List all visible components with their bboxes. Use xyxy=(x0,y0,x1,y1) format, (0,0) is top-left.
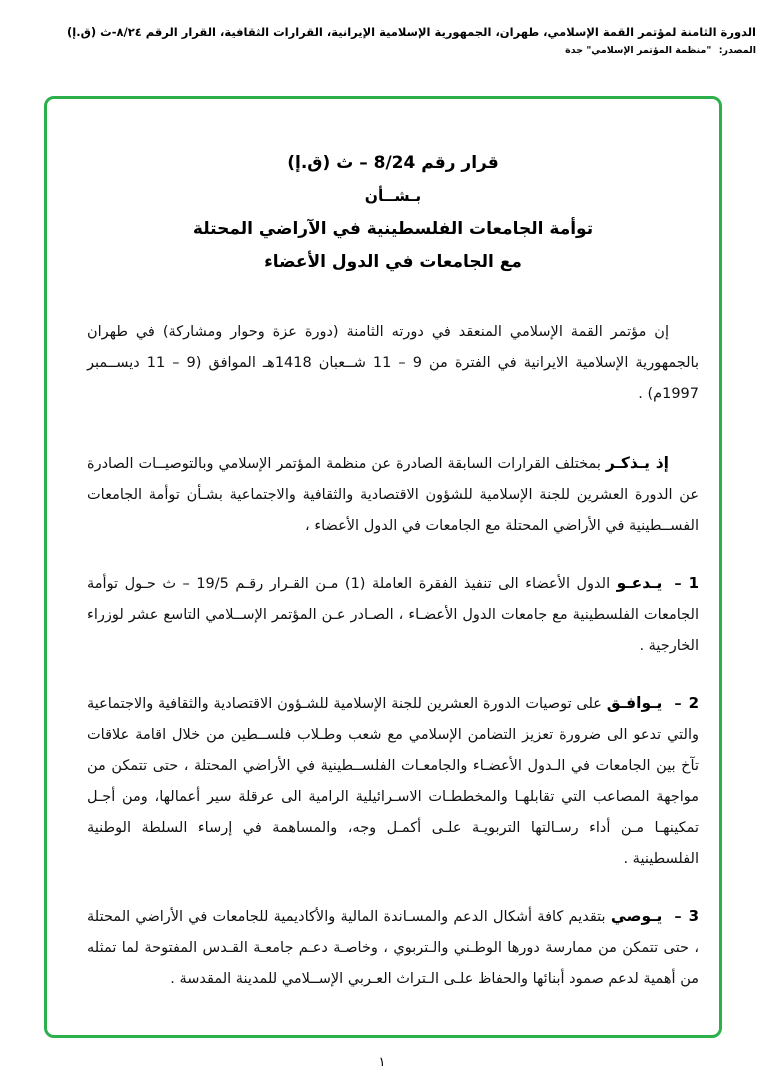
subject-word: بـشــأن xyxy=(364,187,422,205)
item-dash: – xyxy=(674,696,682,712)
resolution-frame xyxy=(44,96,722,1038)
intro-paragraph xyxy=(87,317,699,410)
item-number: 1 xyxy=(688,574,700,592)
item-number: 2 xyxy=(688,694,699,712)
page-number: ١ xyxy=(378,1055,386,1070)
document-header xyxy=(0,0,764,56)
operative-item-2 xyxy=(87,688,699,875)
subject-line-2: مع الجامعات في الدول الأعضاء xyxy=(264,252,522,272)
item-number: 3 xyxy=(688,907,699,925)
item-dash: – xyxy=(674,576,682,592)
source-value: "منظمة المؤتمر الإسلامي" جدة xyxy=(565,45,712,56)
resolution-title-block xyxy=(87,147,699,279)
resolution-number-line: قرار رقم 8/24 – ث (ق.إ) xyxy=(287,153,499,173)
intro-text: إن مؤتمر القمة الإسلامي المنعقد في دورته الثامنة (دورة عزة وحوار ومشاركة) في طهران بالجمهورية الإسلامية الايرانية في الفترة من 9 – 11 شــعبان 1418هـ الموافق (9 – 11 ديســمبر 1997م) . xyxy=(87,324,699,402)
item-dash: – xyxy=(674,909,682,925)
subject-line-1: توأمة الجامعات الفلسطينية في الآراضي المحتلة xyxy=(192,219,594,239)
item-text: بتقديم كافة أشكال الدعم والمسـاندة المالية والأكاديمية للجامعات في الأراضي المحتلة ، حتى تتمكن من ممارسة دورها الوطـني والـتربوي ، وخاصـة دعـم جامعـة القـدس المفتوحة لما تمثله من أهمية لدعم صمود أبنائها والحفاظ علـى الـتراث العـربي الإســلامي للمدينة المقدسة . xyxy=(87,909,699,987)
header-source-line xyxy=(8,45,756,56)
preamble-text: بمختلف القرارات السابقة الصادرة عن منظمة المؤتمر الإسلامي وبالتوصيــات الصادرة عن الدورة العشرين للجنة الإسلامية للشؤون الاقتصادية والثقافية والاجتماعية بشـأن توأمة الجامعات الفســطينية في الأراضي المحتلة مع الجامعات في الدول الأعضاء ، xyxy=(87,456,699,534)
source-label: المصدر: xyxy=(718,45,756,56)
preamble-paragraph xyxy=(87,448,699,542)
operative-item-3 xyxy=(87,901,699,995)
preamble-lead: إذ يـذكـر xyxy=(605,454,669,472)
item-text: على توصيات الدورة العشرين للجنة الإسلامية للشـؤون الاقتصادية والثقافية والاجتماعية والتي تدعو الى ضرورة تعزيز التضامن الإسلامي مع شعب وطـلاب فلســطين من خلال اقامة علاقات تآخ بين الجامعات في الـدول الأعضـاء والجامعـات الفلســطينية في الأراضي المحتلة ، حتى تتمكن من مواجهة المصاعب التي تقابلهـا والمخططـات الاسـرائيلية الرامية الى عرقلة سير أعمالها، ومن أجـل تمكينهـا مـن أداء رسـالتها التربويـة علـى أكمـل وجه، والمساهمة في إرساء السلطة الوطنية الفلسطينية . xyxy=(87,696,699,867)
item-lead: يـوصي xyxy=(610,907,663,925)
item-lead: يـوافـق xyxy=(606,694,663,712)
header-citation: الدورة الثامنة لمؤتمر القمة الإسلامي، طهران، الجمهورية الإسلامية الإيرانية، القرارات الثقافية، القرار الرقم ٨/٢٤-ث (ق.إ) xyxy=(67,25,756,39)
item-text: الدول الأعضاء الى تنفيذ الفقرة العاملة (1) مـن القـرار رقـم 19/5 – ث حـول توأمة الجامعات الفلسطينية مع جامعات الدول الأعضـاء ، الصـادر عـن المؤتمر الإســلامي التاسع عشر لوزراء الخارجية . xyxy=(87,576,699,654)
item-lead: يـدعـو xyxy=(616,574,663,592)
operative-item-1 xyxy=(87,568,699,662)
